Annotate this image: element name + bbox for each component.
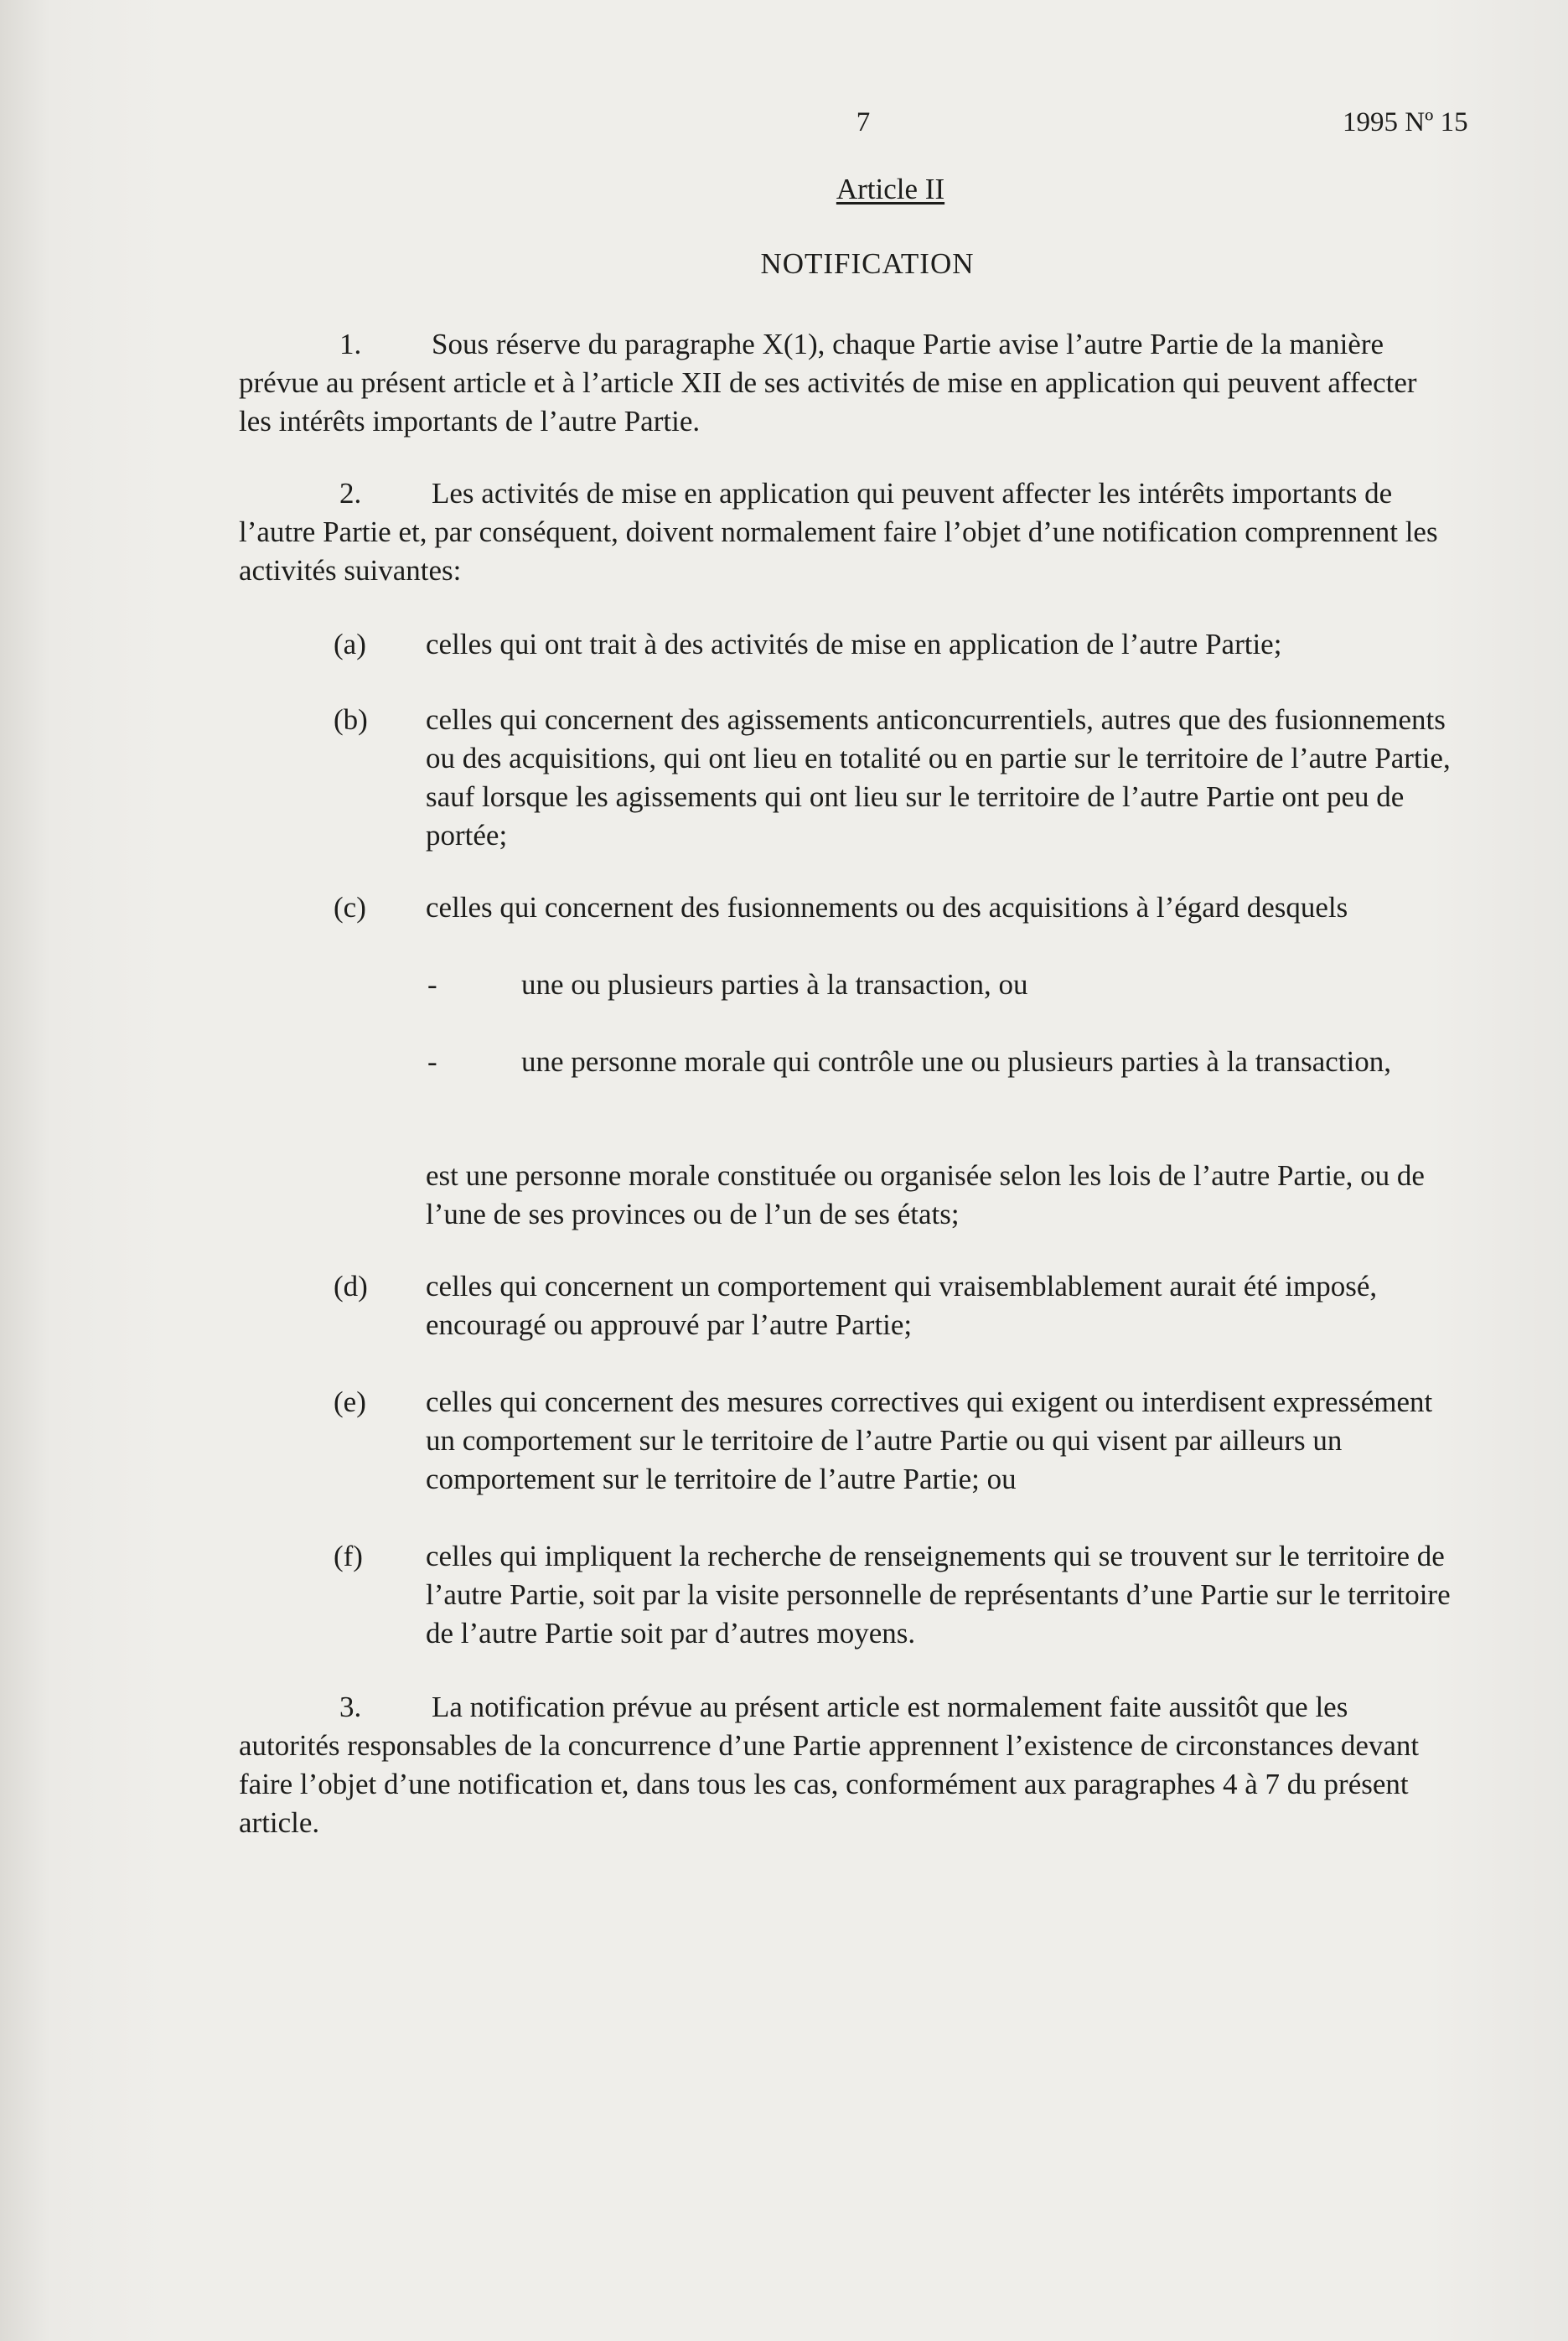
item-label-d: (d) bbox=[334, 1270, 368, 1303]
page-number: 7 bbox=[856, 107, 871, 137]
paragraph-1 bbox=[239, 325, 1446, 441]
paragraph-2 bbox=[239, 474, 1446, 590]
article-title: Article II bbox=[836, 173, 945, 205]
item-label-e: (e) bbox=[334, 1385, 366, 1418]
paragraph-number: 1. bbox=[339, 328, 362, 360]
document-reference: 1995 Nº 15 bbox=[1343, 107, 1468, 137]
dash-bullet: - bbox=[427, 968, 437, 1001]
item-text-c: celles qui concernent des fusionnements ou des acquisitions à l’égard desquels bbox=[426, 891, 1348, 924]
paragraph-number: 3. bbox=[339, 1691, 362, 1723]
paragraph-text: Les activités de mise en application qui peuvent affecter les intérêts importants de l’autre Partie et, par conséquent, doivent normalement faire l’objet d’une notification comprennent les activités suivantes: bbox=[239, 477, 1438, 587]
section-heading: NOTIFICATION bbox=[760, 247, 975, 280]
dash-bullet: - bbox=[427, 1045, 437, 1078]
paragraph-text: La notification prévue au présent article est normalement faite aussitôt que les autorités responsables de la concurrence d’une Partie apprennent l’existence de circonstances devant faire l’objet d’une notification et, dans tous les cas, conformément aux paragraphes 4 à 7 du présent article. bbox=[239, 1691, 1420, 1839]
item-text-a: celles qui ont trait à des activités de mise en application de l’autre Partie; bbox=[426, 628, 1282, 660]
item-label-c: (c) bbox=[334, 891, 366, 924]
item-c-continuation: est une personne morale constituée ou organisée selon les lois de l’autre Partie, ou de l’une de ses provinces ou de l’un de ses états; bbox=[426, 1159, 1425, 1230]
item-text-d: celles qui concernent un comportement qui vraisemblablement aurait été imposé, encouragé ou approuvé par l’autre Partie; bbox=[426, 1270, 1378, 1341]
item-label-a: (a) bbox=[334, 628, 366, 660]
item-label-b: (b) bbox=[334, 703, 368, 736]
item-label-f: (f) bbox=[334, 1540, 363, 1572]
item-text-e: celles qui concernent des mesures correctives qui exigent ou interdisent expressément un comportement sur le territoire de l’autre Partie ou qui visent par ailleurs un comportement sur le territoire de l’autre Partie; ou bbox=[426, 1385, 1433, 1495]
paragraph-3 bbox=[239, 1688, 1446, 1842]
item-c-subpoint-1: une ou plusieurs parties à la transaction, ou bbox=[521, 968, 1028, 1001]
item-text-f: celles qui impliquent la recherche de renseignements qui se trouvent sur le territoire de l’autre Partie, soit par la visite personnelle de représentants d’une Partie sur le territoire de l’autre Partie soit par d’autres moyens. bbox=[426, 1540, 1451, 1650]
paragraph-number: 2. bbox=[339, 477, 362, 510]
paragraph-text: Sous réserve du paragraphe X(1), chaque Partie avise l’autre Partie de la manière prévue au présent article et à l’article XII de ses activités de mise en application qui peuvent affecter les intérêts importants de l’autre Partie. bbox=[239, 328, 1417, 438]
item-c-subpoint-2: une personne morale qui contrôle une ou plusieurs parties à la transaction, bbox=[521, 1045, 1392, 1078]
item-text-b: celles qui concernent des agissements anticoncurrentiels, autres que des fusionnements ou des acquisitions, qui ont lieu en totalité ou en partie sur le territoire de l’autre Partie, sauf lorsque les agissements qui ont lieu sur le territoire de l’autre Partie ont peu de portée; bbox=[426, 703, 1451, 852]
